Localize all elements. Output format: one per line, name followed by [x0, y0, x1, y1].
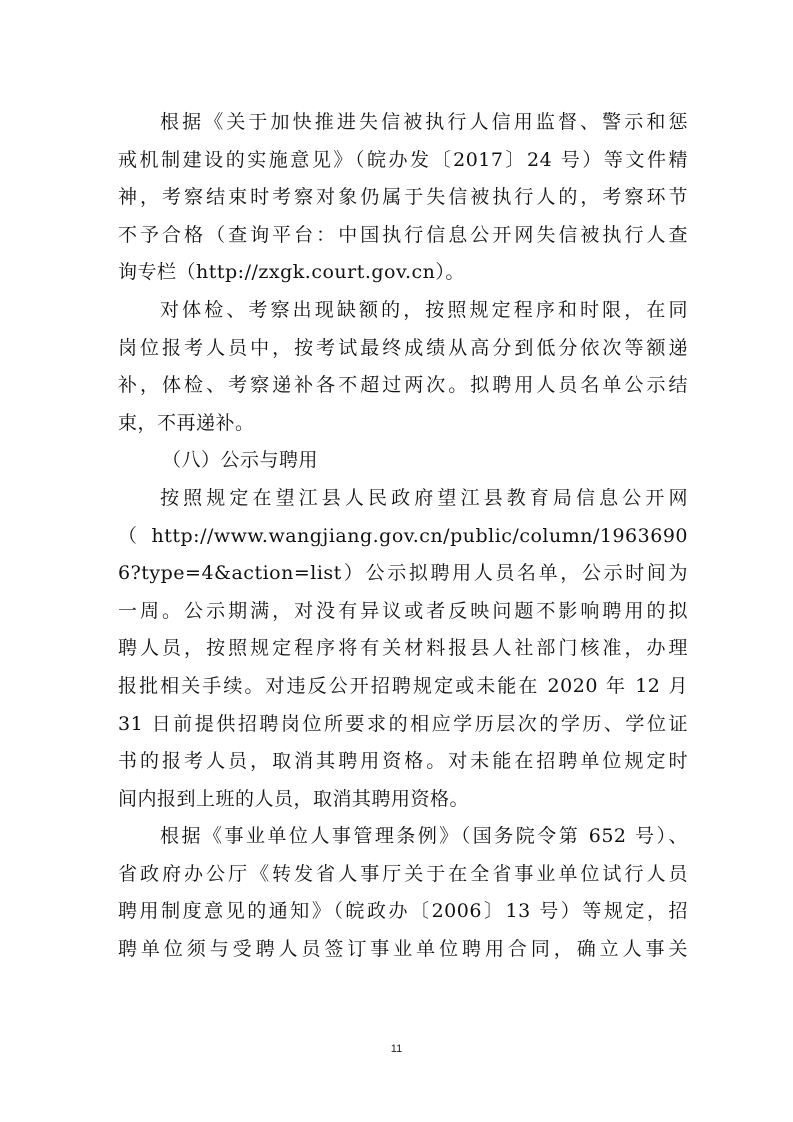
- text-line: 对体检、考察出现缺额的，按照规定程序和时限，在同: [160, 298, 688, 321]
- section-heading: （八）公示与聘用: [162, 449, 319, 472]
- text-line: （ http://www.wangjiang.gov.cn/public/column/1963690: [118, 524, 688, 547]
- text-line: 31 日前提供招聘岗位所要求的相应学历层次的学历、学位证: [118, 712, 688, 735]
- text-line: 聘人员，按照规定程序将有关材料报县人社部门核准，办理: [118, 637, 688, 660]
- text-line: 岗位报考人员中，按考试最终成绩从高分到低分依次等额递: [118, 336, 688, 359]
- text-line: 聘单位须与受聘人员签订事业单位聘用合同，确立人事关: [118, 938, 688, 961]
- text-line: 报批相关手续。对违反公开招聘规定或未能在 2020 年 12 月: [118, 674, 688, 697]
- page-number: 11: [390, 1043, 403, 1055]
- text-line: 根据《关于加快推进失信被执行人信用监督、警示和惩: [160, 111, 688, 133]
- text-line: 补，体检、考察递补各不超过两次。拟聘用人员名单公示结: [118, 374, 688, 397]
- text-line: 书的报考人员，取消其聘用资格。对未能在招聘单位规定时: [118, 750, 688, 773]
- text-line: 询专栏（http://zxgk.court.gov.cn）。: [118, 261, 465, 284]
- text-line: 束，不再递补。: [118, 411, 255, 434]
- text-line: 间内报到上班的人员，取消其聘用资格。: [118, 787, 470, 810]
- text-line: 根据《事业单位人事管理条例》（国务院令第 652 号）、: [160, 825, 688, 848]
- text-line: 戒机制建设的实施意见》（皖办发〔2017〕24 号）等文件精: [118, 148, 688, 171]
- text-line: 神，考察结束时考察对象仍属于失信被执行人的，考察环节: [118, 186, 688, 209]
- text-line: 一周。公示期满，对没有异议或者反映问题不影响聘用的拟: [118, 599, 688, 622]
- text-line: 不予合格（查询平台：中国执行信息公开网失信被执行人查: [118, 223, 688, 246]
- text-line: 省政府办公厅《转发省人事厅关于在全省事业单位试行人员: [118, 862, 688, 885]
- text-line: 聘用制度意见的通知》（皖政办〔2006〕13 号）等规定，招: [118, 900, 688, 923]
- document-body: [118, 104, 688, 969]
- text-line: 按照规定在望江县人民政府望江县教育局信息公开网: [160, 486, 688, 509]
- text-line: 6?type=4&action=list）公示拟聘用人员名单，公示时间为: [118, 562, 688, 585]
